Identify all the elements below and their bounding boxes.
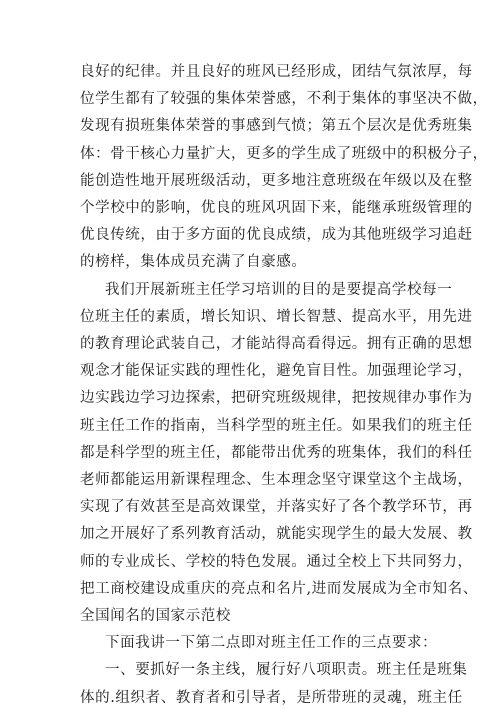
text-line: 体：骨干核心力量扩大，更多的学生成了班级中的积极分子， [80,145,488,162]
text-line: 的教育理论武装自己，才能站得高看得远。拥有正确的思想 [80,336,473,352]
text-line: 班主任工作的指南，当科学型的班主任。如果我们的班主任 [80,417,473,434]
text-line: 个学校中的影响，优良的班风巩固下来，能继承班级管理的 [80,200,473,216]
text-line: 位学生都有了较强的集体荣誉感，不利于集体的事坚决不做， [80,91,488,108]
text-line: 都是科学型的班主任，都能带出优秀的班集体，我们的科任 [80,444,473,461]
text-line: 位班主任的素质，增长知识、增长智慧、提高水平，用先进 [80,308,473,325]
text-line: 加之开展好了系列教育活动，就能实现学生的最大发展、教 [80,526,473,543]
text-line: 把工商校建设成重庆的亮点和名片,进而发展成为全市知名、 [80,580,478,597]
text-line: 我们开展新班主任学习培训的目的是要提高学校每一 [105,281,453,298]
text-line: 师的专业成长、学校的特色发展。通过全校上下共同努力， [80,553,473,570]
text-line: 的榜样，集体成员充满了自豪感。 [80,254,307,271]
text-line: 优良传统，由于多方面的优良成绩，成为其他班级学习追赶 [80,227,473,244]
text-line: 良好的纪律。并且良好的班风已经形成，团结气氛浓厚，每 [80,64,473,80]
text-line: 全国闻名的国家示范校 [80,608,231,624]
text-line: 发现有损班集体荣誉的事感到气愤；第五个层次是优秀班集 [80,118,473,135]
text-line: 边实践边学习边探索，把研究班级规律，把按规律办事作为 [80,390,473,407]
text-line: 老师都能运用新课程理念、生本理念坚守课堂这个主战场， [80,472,473,488]
text-line: 下面我讲一下第二点即对班主任工作的三点要求： [105,635,438,652]
text-line: 实现了有效甚至是高效课堂，并落实好了各个教学环节，再 [80,499,473,516]
text-line: 体的.组织者、教育者和引导者，是所带班的灵魂，班主任 [80,689,463,706]
text-line: 观念才能保证实践的理性化，避免盲目性。加强理论学习， [80,363,473,380]
text-line: 一、要抓好一条主线，履行好八项职责。班主任是班集 [105,662,468,679]
text-line: 能创造性地开展班级活动，更多地注意班级在年级以及在整 [80,172,473,189]
